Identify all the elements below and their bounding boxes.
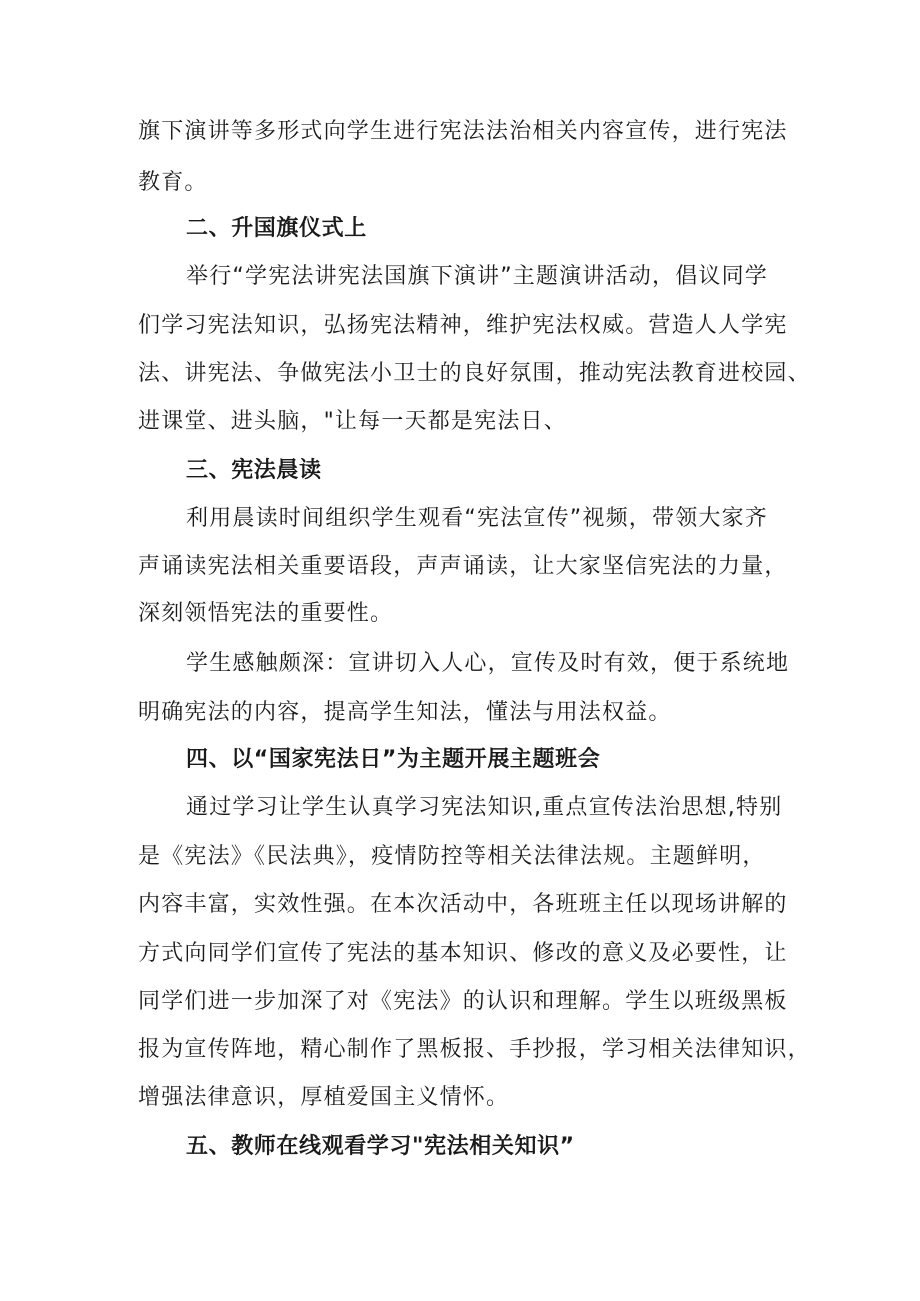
paragraph-line: 是《宪法》《民法典》，疫情防控等相关法律法规。主题鲜明， (138, 844, 766, 869)
paragraph-line: 举行“学宪法讲宪法国旗下演讲”主题演讲活动，倡议同学 (186, 264, 768, 289)
section-heading-2: 二、升国旗仪式上 (186, 216, 367, 241)
paragraph-line: 明确宪法的内容，提高学生知法，懂法与用法权益。 (138, 700, 672, 725)
paragraph-line: 们学习宪法知识，弘扬宪法精神，维护宪法权威。营造人人学宪 (138, 313, 788, 338)
paragraph-line: 报为宣传阵地，精心制作了黑板报、手抄报，学习相关法律知识， (138, 1037, 811, 1062)
paragraph-line: 法、讲宪法、争做宪法小卫士的良好氛围，推动宪法教育进校园、 (138, 361, 811, 386)
section-heading-5: 五、教师在线观看学习"宪法相关知识” (186, 1134, 575, 1159)
paragraph-line: 学生感触颇深：宣讲切入人心，宣传及时有效，便于系统地 (186, 651, 790, 676)
paragraph-line: 内容丰富，实效性强。在本次活动中，各班班主任以现场讲解的 (138, 892, 788, 917)
section-heading-3: 三、宪法晨读 (186, 458, 322, 483)
paragraph-line: 增强法律意识，厚植爱国主义情怀。 (138, 1085, 510, 1110)
paragraph-line: 方式向同学们宣传了宪法的基本知识、修改的意义及必要性，让 (138, 941, 788, 966)
paragraph-line: 深刻领悟宪法的重要性。 (138, 601, 394, 626)
paragraph-line: 利用晨读时间组织学生观看“宪法宣传”视频，带领大家齐 (186, 506, 768, 531)
paragraph-line: 声诵读宪法相关重要语段，声声诵读，让大家坚信宪法的力量， (138, 554, 788, 579)
section-heading-4: 四、以“国家宪法日”为主题开展主题班会 (186, 747, 601, 772)
paragraph-line: 教育。 (138, 170, 208, 195)
paragraph-line: 进课堂、进头脑，"让每一天都是宪法日、 (138, 409, 567, 434)
paragraph-line: 旗下演讲等多形式向学生进行宪法法治相关内容宣传，进行宪法 (138, 119, 788, 144)
paragraph-line: 同学们进一步加深了对《宪法》的认识和理解。学生以班级黑板 (138, 989, 788, 1014)
paragraph-line: 通过学习让学生认真学习宪法知识,重点宣传法治思想,特别 (186, 795, 783, 820)
